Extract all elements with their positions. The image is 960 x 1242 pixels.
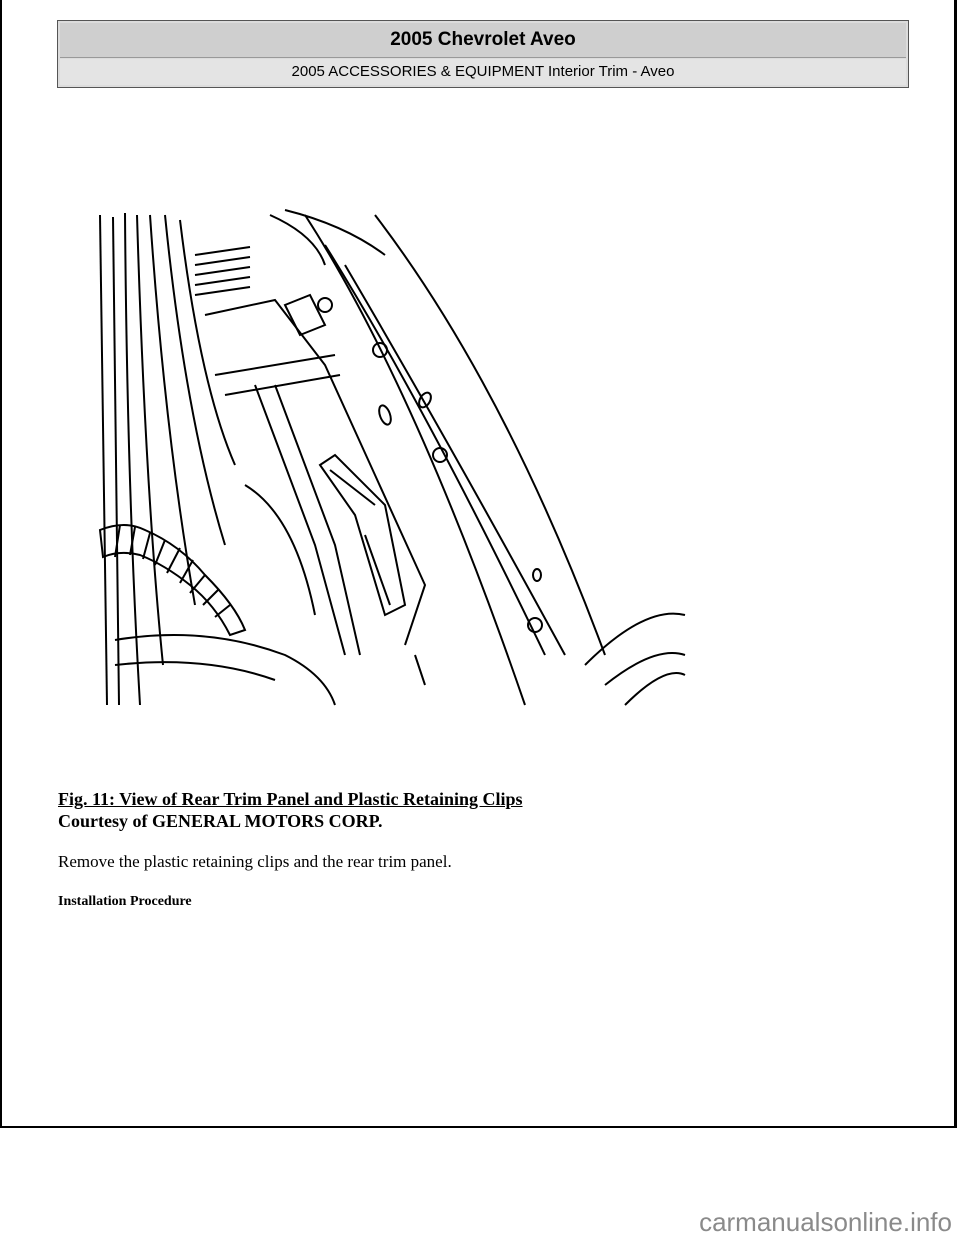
instruction-text: Remove the plastic retaining clips and the rear trim panel. [58,852,452,871]
section-heading: Installation Procedure [58,894,192,909]
figure-title: Fig. 11: View of Rear Trim Panel and Plastic Retaining Clips [58,789,523,809]
document-header [57,20,909,88]
watermark: carmanualsonline.info [699,1207,952,1237]
figure-courtesy: Courtesy of GENERAL MOTORS CORP. [58,811,383,831]
figure-caption [58,788,523,832]
document-subtitle: 2005 ACCESSORIES & EQUIPMENT Interior Trim - Aveo [60,59,906,85]
rear-trim-panel-illustration [85,185,695,710]
document-title: 2005 Chevrolet Aveo [60,23,906,58]
